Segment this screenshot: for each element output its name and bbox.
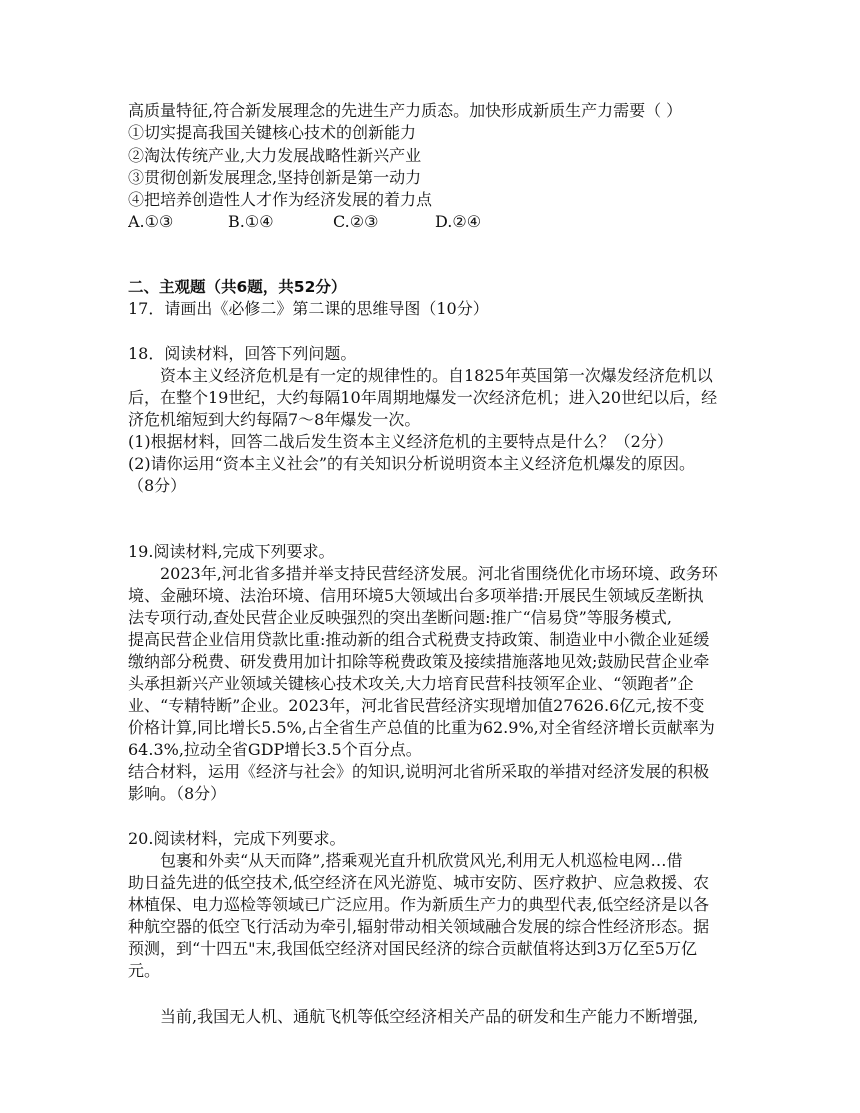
q18-material-line: 资本主义经济危机是有一定的规律性的。自1825年英国第一次爆发经济危机以: [160, 366, 713, 385]
q16-item-2: ②淘汰传统产业,大力发展战略性新兴产业: [128, 146, 422, 165]
q19-material-line: 头承担新兴产业领域关键核心技术攻关,大力培育民营科技领军企业、“领跑者”企: [128, 674, 694, 693]
q20-material-line: 包裹和外卖“从天而降”,搭乘观光直升机欣赏风光,利用无人机巡检电网…借: [160, 851, 683, 870]
q16-option-b: B.①④: [228, 212, 274, 231]
q19-material-line: 业、“专精特断”企业。2023年，河北省民营经济实现增加值27626.6亿元,按不变: [128, 696, 705, 715]
q16-option-c: C.②③: [333, 212, 379, 231]
q20-material-line: 助日益先进的低空技术,低空经济在风光游览、城市安防、医疗救护、应急救援、农: [128, 873, 710, 892]
q19-question-score: 影响。（8分）: [128, 784, 227, 803]
q18-subquestion-2-score: （8分）: [128, 476, 187, 495]
q19-material-line: 提高民营企业信用贷款比重:推动新的组合式税费支持政策、制造业中小微企业延缓: [128, 630, 710, 649]
q19-intro: 19.阅读材料,完成下列要求。: [128, 542, 335, 561]
q17-text: 17．请画出《必修二》第二课的思维导图（10分）: [128, 299, 489, 318]
q19-material-line: 缴纳部分税费、研发费用加计扣除等税费政策及接续措施落地见效;鼓励民营企业牵: [128, 652, 710, 671]
q16-item-3: ③贯彻创新发展理念,坚持创新是第一动力: [128, 168, 422, 187]
q18-intro: 18．阅读材料，回答下列问题。: [128, 344, 357, 363]
q20-material-second-paragraph: 当前,我国无人机、通航飞机等低空经济相关产品的研发和生产能力不断增强,: [160, 1007, 699, 1026]
q19-material-line: 法专项行动,查处民营企业反映强烈的突出垄断问题:推广“信易贷”等服务模式,: [128, 608, 672, 627]
q16-item-4: ④把培养创造性人才作为经济发展的着力点: [128, 190, 433, 209]
q16-option-d: D.②④: [435, 212, 482, 231]
q20-material-line: 元。: [128, 961, 161, 980]
q20-intro: 20.阅读材料，完成下列要求。: [128, 829, 346, 848]
q20-material-line: 林植保、电力巡检等领域已广泛应用。作为新质生产力的典型代表,低空经济是以各: [128, 895, 710, 914]
q19-question: 结合材料，运用《经济与社会》的知识,说明河北省所采取的举措对经济发展的积极: [128, 762, 710, 781]
section-heading: 二、主观题（共6题，共52分）: [128, 278, 347, 296]
q19-material-line: 境、金融环境、法治环境、信用环境5大领域出台多项举措:开展民生领域反垄断执: [128, 586, 704, 605]
q20-material-line: 种航空器的低空飞行活动为牵引,辐射带动相关领域融合发展的综合性经济形态。据: [128, 917, 710, 936]
q19-material-line: 64.3%,拉动全省GDP增长3.5个百分点。: [128, 740, 422, 759]
q16-option-a: A.①③: [128, 212, 174, 231]
q18-material-line: 济危机缩短到大约每隔7～8年爆发一次。: [128, 410, 421, 429]
q18-material-line: 后，在整个19世纪，大约每隔10年周期地爆发一次经济危机；进入20世纪以后，经: [128, 388, 718, 407]
q16-options: [128, 211, 738, 233]
q16-stem-line: 高质量特征,符合新发展理念的先进生产力质态。加快形成新质生产力需要（ ）: [128, 101, 683, 120]
q19-material-line: 价格计算,同比增长5.5%,占全省生产总值的比重为62.9%,对全省经济增长贡献率为: [128, 718, 715, 737]
q18-subquestion-2: (2)请你运用“资本主义社会”的有关知识分析说明资本主义经济危机爆发的原因。: [128, 454, 696, 473]
q16-item-1: ①切实提高我国关键核心技术的创新能力: [128, 123, 417, 142]
q18-subquestion-1: (1)根据材料，回答二战后发生资本主义经济危机的主要特点是什么？（2分）: [128, 432, 673, 451]
q20-material-line: 预测，到“十四五"末,我国低空经济对国民经济的综合贡献值将达到3万亿至5万亿: [128, 939, 697, 958]
q19-material-line: 2023年,河北省多措并举支持民营经济发展。河北省围绕优化市场环境、政务环: [160, 564, 718, 583]
